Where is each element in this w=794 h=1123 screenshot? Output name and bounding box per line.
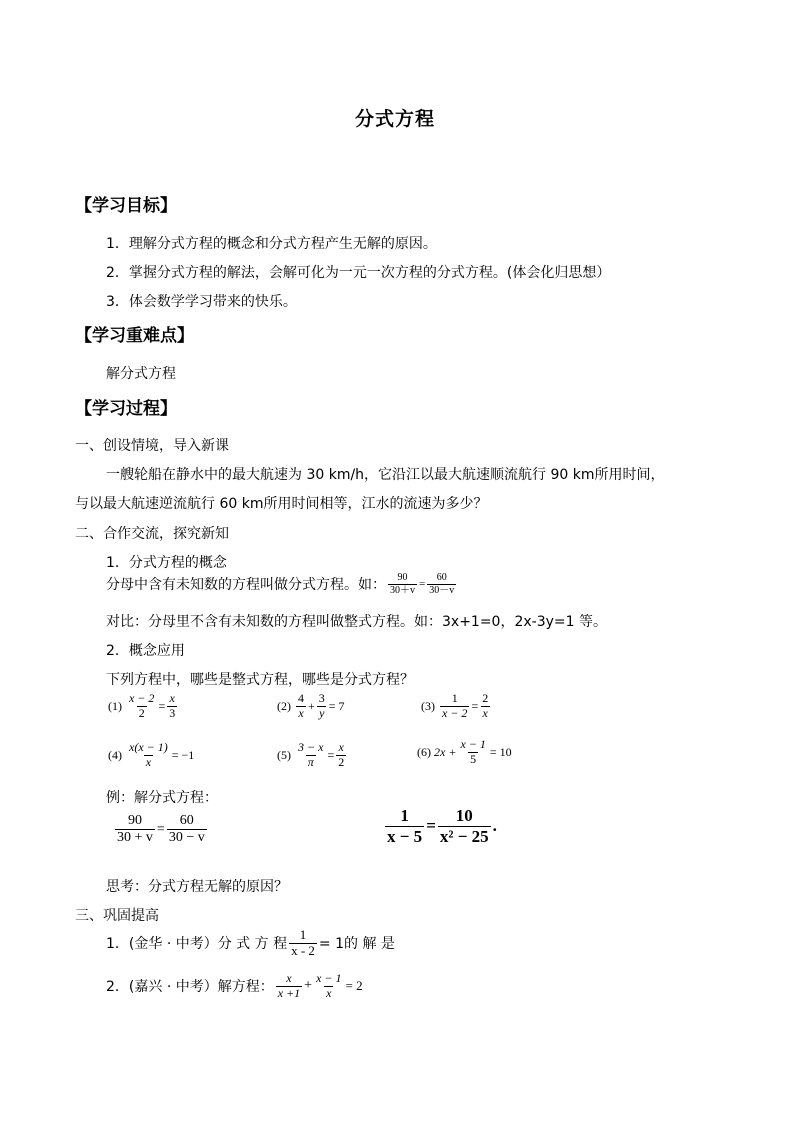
exercise-1: 1．(金华 · 中考）分 式 方 程 $\frac{1}{x - 2}$ = 1的 解 是	[106, 926, 395, 958]
goal-item: 3．体会数学学习带来的快乐。	[106, 294, 297, 310]
exercise-2: 2．(嘉兴 · 中考）解方程： $\frac{x}{x +1}$ + $\frac{x - 1}{x}$ = 2	[106, 970, 363, 1000]
page-title: 分式方程	[355, 108, 436, 130]
exercise-1-text: 1．(金华 · 中考）分 式 方 程	[106, 936, 288, 952]
exercise-2-text: 2．(嘉兴 · 中考）解方程：	[106, 979, 274, 995]
equation-5: (5) $\frac{3 - x}{\pi}$ = $\frac{x}{2}$	[277, 740, 345, 769]
part3-heading: 三、巩固提高	[75, 908, 159, 924]
think-text: 思考：分式方程无解的原因？	[106, 879, 288, 895]
goals-heading: 【学习目标】	[75, 196, 177, 216]
example-label: 例：解分式方程：	[106, 790, 218, 806]
application-subheading: 2．概念应用	[106, 643, 185, 659]
part1-problem-line: 与以最大航速逆流航行 60 km所用时间相等，江水的流速为多少？	[75, 496, 488, 512]
contrast-text: 对比：分母里不含有未知数的方程叫做整式方程。如：3x+1=0，2x-3y=1 等。	[106, 614, 607, 630]
example-equation-2: $\frac{1}{x - 5}$ = $\frac{10}{\text{x² − 25}}$ .	[387, 806, 497, 846]
part1-heading: 一、创设情境，导入新课	[75, 438, 229, 454]
concept-subheading: 1．分式方程的概念	[106, 555, 227, 571]
equation-4: (4) $\frac{x(x - 1)}{x}$ = −1	[108, 740, 195, 769]
part2-heading: 二、合作交流，探究新知	[75, 526, 229, 542]
equation-2: (2) $\frac{4}{x}$ + $\frac{3}{y}$ = 7	[277, 691, 345, 720]
question-text: 下列方程中，哪些是整式方程，哪些是分式方程？	[106, 672, 414, 688]
definition-line: 分母中含有未知数的方程叫做分式方程。如： $\frac{90}{30+v}$ = $\frac{60}{30-v}$	[106, 572, 455, 596]
goal-item: 1．理解分式方程的概念和分式方程产生无解的原因。	[106, 236, 437, 252]
def-fraction-2: $\frac{60}{30-v}$	[429, 572, 455, 596]
equation-6: (6) 2x + $\frac{x - 1}{5}$ = 10	[417, 737, 512, 766]
part1-problem-line: 一艘轮船在静水中的最大航速为 30 km/h，它沿江以最大航速顺流航行 90 km所用时间，	[106, 467, 665, 483]
example-equation-1: $\frac{90}{30 + v}$ = $\frac{60}{30 - v}$	[117, 813, 205, 846]
key-points-heading: 【学习重难点】	[75, 326, 194, 346]
key-points-text: 解分式方程	[106, 366, 176, 382]
definition-text: 分母中含有未知数的方程叫做分式方程。如：	[106, 577, 386, 593]
equation-3: (3) $\frac{1}{x - 2}$ = $\frac{2}{x}$	[421, 691, 489, 720]
process-heading: 【学习过程】	[75, 399, 177, 419]
def-fraction-1: $\frac{90}{30+v}$	[390, 572, 415, 596]
goal-item: 2．掌握分式方程的解法，会解可化为一元一次方程的分式方程。(体会化归思想）	[106, 265, 611, 281]
equation-1: (1) $\frac{x - 2}{2}$ = $\frac{x}{3}$	[108, 691, 176, 720]
